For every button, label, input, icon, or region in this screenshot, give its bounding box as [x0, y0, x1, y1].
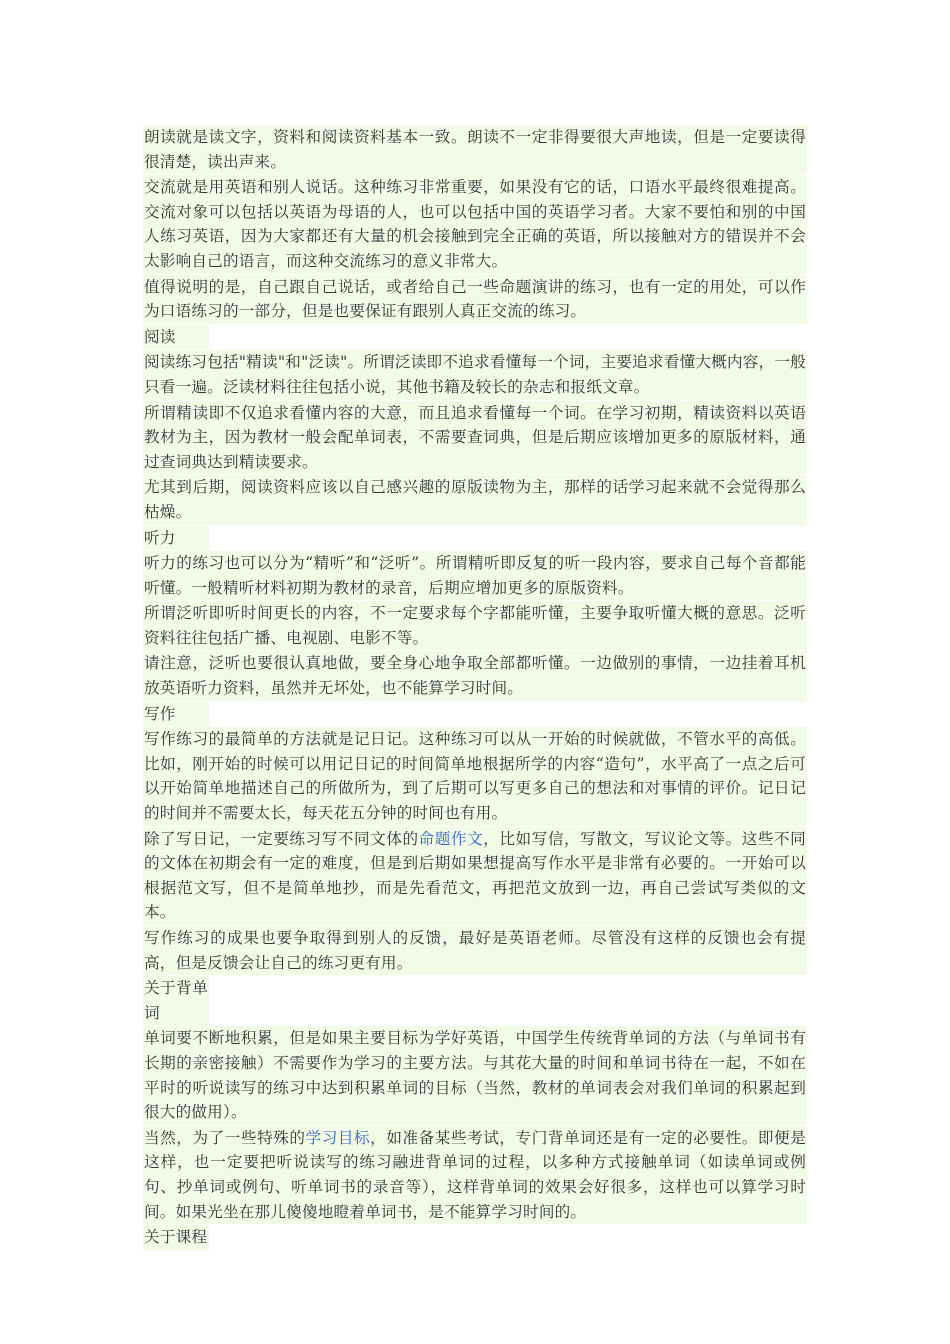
paragraph-intensive-reading: 所谓精读即不仅追求看懂内容的大意，而且追求看懂每一个词。在学习初期，精读资料以英语教材为主，因为教材一般会配单词表，不需要查词典，但是后期应该增加更多的原版材料，通过查词典达到精读要求。 [143, 401, 807, 475]
essay-topic-link[interactable]: 命题作文 [418, 829, 484, 848]
paragraph-later-reading: 尤其到后期，阅读资料应该以自己感兴趣的原版读物为主，那样的话学习起来就不会觉得那么枯燥。 [143, 475, 807, 524]
section-heading-listening: 听力 [143, 526, 209, 551]
paragraph-essay-writing [143, 827, 807, 925]
paragraph-diary: 写作练习的最简单的方法就是记日记。这种练习可以从一开始的时候就做，不管水平的高低。比如，刚开始的时候可以用记日记的时间简单地根据所学的内容“造句”，水平高了一点之后可以开始简单地描述自己的所做所为，到了后期可以写更多自己的想法和对事情的评价。记日记的时间并不需要太长，每天花五分钟的时间也有用。 [143, 727, 807, 825]
vocab-text-after: ，如准备某些考试，专门背单词还是有一定的必要性。即便是这样，也一定要把听说读写的练习融进背单词的过程，以多种方式接触单词（如读单词或例句、抄单词或例句、听单词书的录音等），这样背单词的效果会好很多，这样也可以算学习时间。如果光坐在那儿傻傻地瞪着单词书，是不能算学习时间的。 [144, 1128, 806, 1221]
section-heading-vocabulary: 关于背单词 [143, 976, 209, 1025]
paragraph-reading-types: 阅读练习包括"精读"和"泛读"。所谓泛读即不追求看懂每一个词，主要追求看懂大概内容，一般只看一遍。泛读材料往往包括小说，其他书籍及较长的杂志和报纸文章。 [143, 350, 807, 399]
vocab-text-before: 当然，为了一些特殊的 [144, 1128, 306, 1147]
learning-goal-link[interactable]: 学习目标 [305, 1128, 371, 1147]
paragraph-communication: 交流就是用英语和别人说话。这种练习非常重要，如果没有它的话，口语水平最终很难提高。交流对象可以包括以英语为母语的人，也可以包括中国的英语学习者。大家不要怕和别的中国人练习英语，因为大家都还有大量的机会接触到完全正确的英语，所以接触对方的错误并不会太影响自己的语言，而这种交流练习的意义非常大。 [143, 175, 807, 273]
paragraph-vocabulary-accumulation: 单词要不断地积累，但是如果主要目标为学好英语，中国学生传统背单词的方法（与单词书有长期的亲密接触）不需要作为学习的主要方法。与其花大量的时间和单词书待在一起，不如在平时的听说读写的练习中达到积累单词的目标（当然，教材的单词表会对我们单词的积累起到很大的做用）。 [143, 1026, 807, 1124]
paragraph-listening-note: 请注意，泛听也要很认真地做，要全身心地争取全部都听懂。一边做别的事情，一边挂着耳机放英语听力资料，虽然并无坏处，也不能算学习时间。 [143, 651, 807, 700]
paragraph-self-talk: 值得说明的是，自己跟自己说话，或者给自己一些命题演讲的练习，也有一定的用处，可以作为口语练习的一部分，但是也要保证有跟别人真正交流的练习。 [143, 275, 807, 324]
paragraph-extensive-listening: 所谓泛听即听时间更长的内容，不一定要求每个字都能听懂，主要争取听懂大概的意思。泛听资料往往包括广播、电视剧、电影不等。 [143, 601, 807, 650]
paragraph-writing-feedback: 写作练习的成果也要争取得到别人的反馈，最好是英语老师。尽管没有这样的反馈也会有提高，但是反馈会让自己的练习更有用。 [143, 926, 807, 975]
paragraph-listening-types: 听力的练习也可以分为“精听”和“泛听”。所谓精听即反复的听一段内容，要求自己每个音都能听懂。一般精听材料初期为教材的录音，后期应增加更多的原版资料。 [143, 551, 807, 600]
section-heading-reading: 阅读 [143, 325, 209, 350]
section-heading-courses: 关于课程 [143, 1225, 209, 1250]
section-heading-writing: 写作 [143, 702, 209, 727]
essay-text-before: 除了写日记，一定要练习写不同文体的 [144, 829, 419, 848]
paragraph-vocabulary-exam [143, 1126, 807, 1224]
essay-text-after: ，比如写信，写散文，写议论文等。这些不同的文体在初期会有一定的难度，但是到后期如果想提高写作水平是非常有必要的。一开始可以根据范文写，但不是简单地抄，而是先看范文，再把范文放到一边，再自己尝试写类似的文本。 [144, 829, 806, 922]
article-body [143, 125, 807, 1251]
paragraph-reading-aloud: 朗读就是读文字，资料和阅读资料基本一致。朗读不一定非得要很大声地读，但是一定要读得很清楚，读出声来。 [143, 125, 807, 174]
